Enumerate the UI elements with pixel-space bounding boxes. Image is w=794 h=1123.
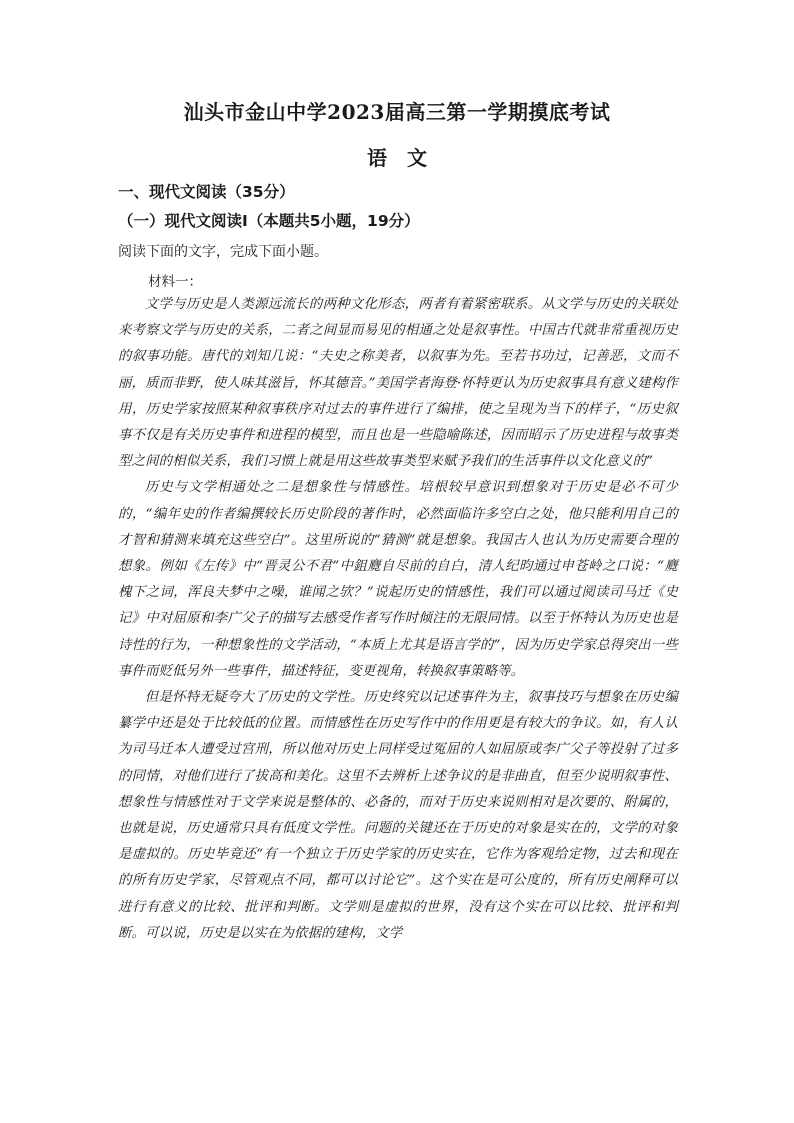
- passage-body: [118, 292, 678, 947]
- instruction-text: 阅读下面的文字，完成下面小题。: [118, 244, 328, 260]
- passage-paragraph-2: 历史与文学相通处之二是想象性与情感性。培根较早意识到想象对于历史是必不可少的，“编年史的作者编撰较长历史阶段的著作时，必然面临许多空白之处，他只能利用自己的才智和猜测来填充这些空白”。这里所说的“猜测”就是想象。我国古人也认为历史需要合理的想象。例如《左传》中“晋灵公不君”中鉏麑自尽前的自白，清人纪昀通过申苍岭之口说：“麑槐下之词，浑良夫梦中之噪，谁闻之欤？”说起历史的情感性，我们可以通过阅读司马迁《史记》中对屈原和李广父子的描写去感受作者写作时倾注的无限同情。以至于怀特认为历史也是诗性的行为，一种想象性的文学活动，“本质上尤其是语言学的”，因为历史学家总得突出一些事件而贬低另外一些事件，描述特征，变更视角，转换叙事策略等。: [118, 480, 678, 679]
- subsection-heading: （一）现代文阅读Ⅰ（本题共5小题，19分）: [118, 212, 420, 230]
- subject-heading: 语 文: [367, 146, 427, 170]
- section-heading: 一、现代文阅读（35分）: [118, 183, 295, 201]
- material-label: 材料一：: [148, 274, 202, 290]
- exam-title: 汕头市金山中学2023届高三第一学期摸底考试: [183, 100, 611, 124]
- passage-paragraph-1: 文学与历史是人类源远流长的两种文化形态，两者有着紧密联系。从文学与历史的关联处来考察文学与历史的关系，二者之间显而易见的相通之处是叙事性。中国古代就非常重视历史的叙事功能。唐代的刘知几说：“夫史之称美者，以叙事为先。至若书功过，记善恶，文而不丽，质而非野，使人味其滋旨，怀其德音。”美国学者海登·怀特更认为历史叙事具有意义建构作用，历史学家按照某种叙事秩序对过去的事件进行了编排，使之呈现为当下的样子，“历史叙事不仅是有关历史事件和进程的模型，而且也是一些隐喻陈述，因而昭示了历史进程与故事类型之间的相似关系，我们习惯上就是用这些故事类型来赋予我们的生活事件以文化意义的”: [118, 297, 678, 470]
- passage-paragraph-3: 但是怀特无疑夸大了历史的文学性。历史终究以记述事件为主，叙事技巧与想象在历史编纂学中还是处于比较低的位置。而情感性在历史写作中的作用更是有较大的争议。如，有人认为司马迁本人遭受过宫刑，所以他对历史上同样受过冤屈的人如屈原或李广父子等投射了过多的同情，对他们进行了拔高和美化。这里不去辨析上述争议的是非曲直，但至少说明叙事性、想象性与情感性对于文学来说是整体的、必备的，而对于历史来说则相对是次要的、附属的，也就是说，历史通常只具有低度文学性。问题的关键还在于历史的对象是实在的，文学的对象是虚拟的。历史毕竟还“有一个独立于历史学家的历史实在，它作为客观给定物，过去和现在的所有历史学家，尽管观点不同，都可以讨论它”。这个实在是可公度的，所有历史阐释可以进行有意义的比较、批评和判断。文学则是虚拟的世界，没有这个实在可以比较、批评和判断。可以说，历史是以实在为依据的建构，文学: [118, 690, 678, 941]
